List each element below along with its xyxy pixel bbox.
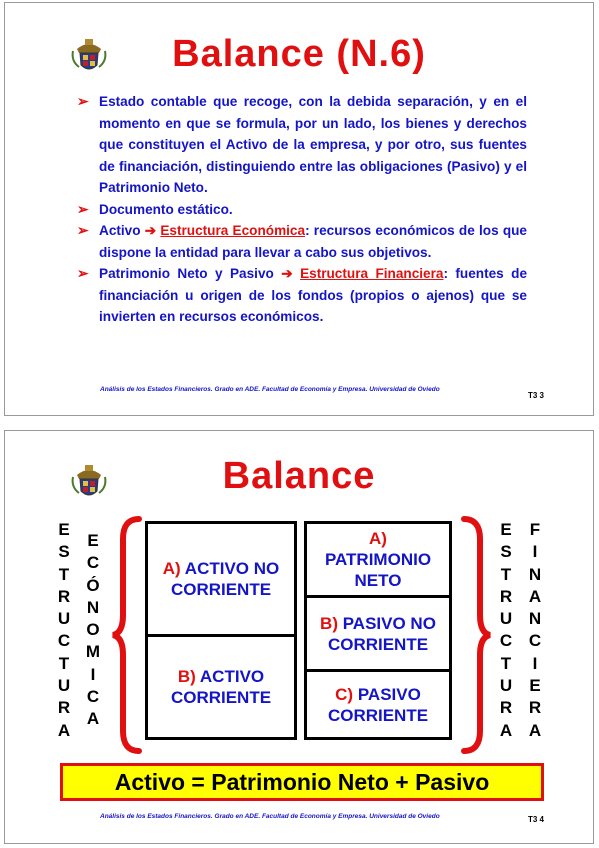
balance-equation: Activo = Patrimonio Neto + Pasivo [60,763,544,801]
box-letter: B) [320,613,338,633]
vertical-letter: T [500,564,512,584]
vertical-letter: C [499,631,513,651]
bullet-text: Documento estático. [99,201,233,217]
vertical-letter: A [86,709,100,729]
box-letter: A) [369,529,387,548]
vertical-letter: U [499,609,513,629]
vertical-letter: T [500,653,512,673]
bullet-lead: Activo [99,223,141,238]
box-activo-corriente [145,634,297,740]
vertical-letter: N [528,564,542,584]
arrow-bullet-icon: ➢ [77,222,89,238]
vertical-letter: R [57,698,71,718]
slide-title: Balance [222,455,376,497]
bullet-text: Estado contable que recoge, con la debida separación, y en el momento en que se formula, por un lado, los bienes y derechos que constituyen el Activo de la empresa, y por otro, sus fuentes de financiación, distinguiendo entre las obligaciones (Pasivo) y el Patrimonio Neto. [99,94,527,195]
right-brace-icon [460,515,494,755]
left-brace-icon [109,515,143,755]
vertical-label-economica [84,530,102,731]
vertical-letter: E [529,676,541,696]
vertical-letter: R [499,586,513,606]
list-item [77,199,527,221]
box-text: ACTIVO CORRIENTE [170,667,272,707]
bullet-lead: Patrimonio Neto y Pasivo [99,266,274,281]
vertical-letter: A [528,720,542,740]
vertical-letter: R [499,698,513,718]
slide-4 [4,430,594,844]
box-patrimonio-neto [304,521,452,598]
vertical-letter: F [529,520,541,539]
list-item [77,220,527,263]
vertical-letter: C [57,631,71,651]
arrow-bullet-icon: ➢ [77,93,89,109]
vertical-letter: Ó [86,575,100,595]
vertical-label-financiera [526,519,544,742]
vertical-letter: T [58,653,70,673]
arrow-bullet-icon: ➢ [77,265,89,281]
vertical-letter: U [57,676,71,696]
term-estructura-financiera: Estructura Financiera [300,266,444,281]
vertical-letter: T [58,564,70,584]
vertical-letter: C [86,553,100,573]
box-letter: B) [177,667,196,686]
bullet-rest: : recursos económicos de los que dispone la entidad para llevar a cabo sus objetivos. [99,223,527,260]
vertical-letter: I [532,653,538,673]
vertical-letter: O [86,620,100,640]
box-text: PATRIMONIO NETO [324,550,432,590]
bullet-list [77,91,527,328]
vertical-letter: C [528,631,542,651]
slide-3 [4,2,594,416]
vertical-letter: I [532,542,538,562]
vertical-letter: A [57,720,71,740]
vertical-letter: N [528,609,542,629]
arrow-bullet-icon: ➢ [77,200,89,217]
list-item [77,91,527,199]
vertical-letter: A [528,586,542,606]
bullet-rest: : fuentes de financiación u origen de los fondos (propios o ajenos) que se invierten en recursos económicos. [99,266,528,324]
vertical-letter: S [58,542,70,562]
vertical-letter: A [499,720,513,740]
vertical-letter: M [85,642,101,662]
box-letter: A) [162,559,181,578]
box-text: PASIVO NO CORRIENTE [327,613,436,654]
box-pasivo-no-corriente [304,595,452,672]
box-text: ACTIVO NO CORRIENTE [170,559,280,599]
vertical-letter: I [90,664,96,684]
vertical-letter: E [58,520,70,539]
vertical-letter: E [87,531,99,550]
slide-footer: Análisis de los Estados Financieros. Grado en ADE. Facultad de Economía y Empresa. Universidad de Oviedo [100,386,440,393]
vertical-letter: S [500,542,512,562]
vertical-letter: R [57,586,71,606]
right-arrow-icon: ➔ [281,266,293,281]
term-estructura-economica: Estructura Económica [160,223,306,238]
vertical-label-estructura-right [497,519,515,742]
vertical-letter: U [499,676,513,696]
slide-title: Balance (N.6) [172,33,426,75]
box-pasivo-corriente [304,669,452,740]
box-letter: C) [335,684,354,704]
vertical-label-estructura-left [55,519,73,742]
vertical-letter: C [86,687,100,707]
vertical-letter: R [528,698,542,718]
right-arrow-icon: ➔ [144,223,157,238]
box-text: PASIVO CORRIENTE [327,684,429,725]
vertical-letter: U [57,609,71,629]
page-number: T3 4 [528,815,545,824]
list-item [77,263,527,328]
vertical-letter: E [500,520,512,539]
page-number: T3 3 [528,391,545,400]
vertical-letter: N [86,597,100,617]
box-activo-no-corriente [145,521,297,637]
slide-footer: Análisis de los Estados Financieros. Grado en ADE. Facultad de Economía y Empresa. Universidad de Oviedo [100,813,440,820]
